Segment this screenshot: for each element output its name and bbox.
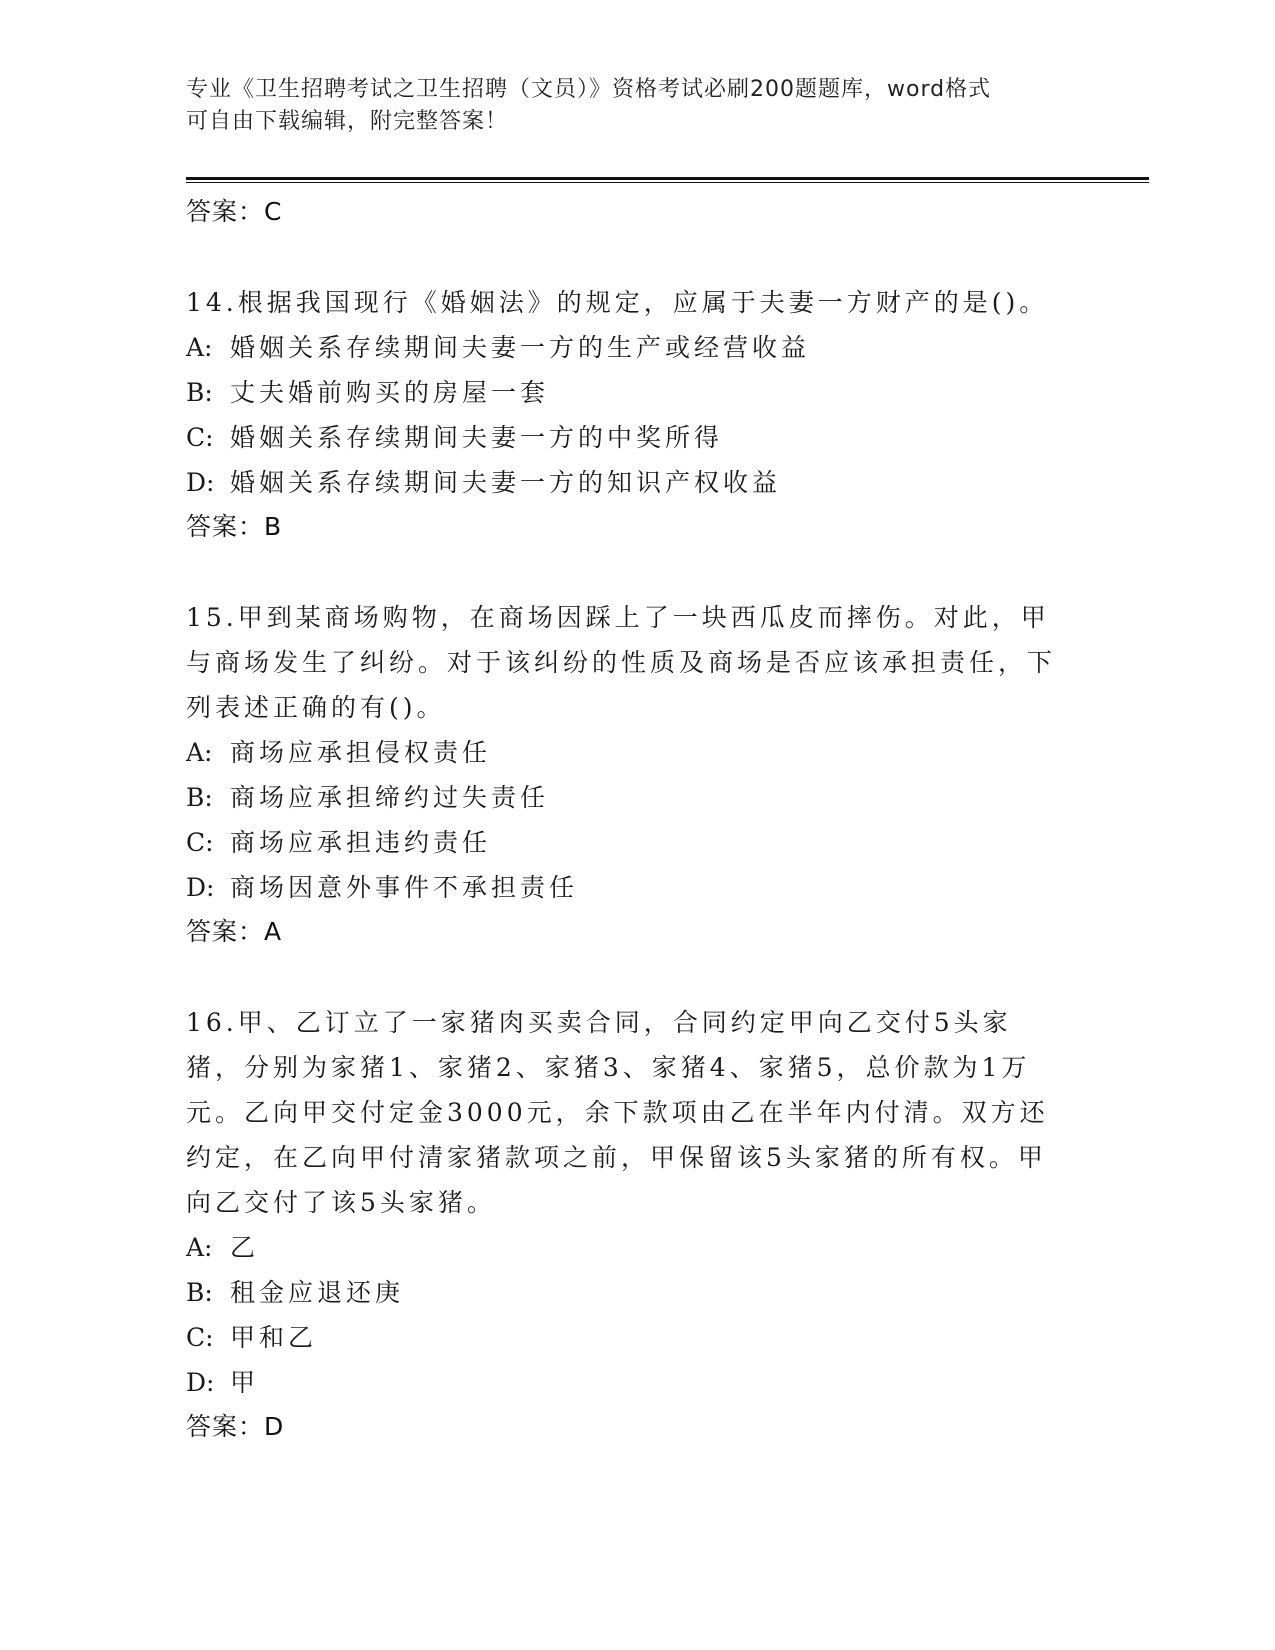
option-letter: A: <box>186 333 213 362</box>
option-b <box>186 370 1066 415</box>
header-line-1: 专业《卫生招聘考试之卫生招聘（文员）》资格考试必刷200题题库，word格式 <box>186 77 992 102</box>
option-a <box>186 1225 1066 1270</box>
option-text: 丈夫婚前购买的房屋一套 <box>230 378 550 407</box>
option-letter: A: <box>186 1233 213 1262</box>
option-letter: C: <box>186 828 214 857</box>
option-b <box>186 775 1066 820</box>
answer-line: 答案：A <box>186 917 283 946</box>
option-text: 商场应承担违约责任 <box>230 828 492 857</box>
option-letter: B: <box>186 783 213 812</box>
option-a <box>186 325 1066 370</box>
option-c <box>186 415 1066 460</box>
page-header <box>186 74 1066 138</box>
question-text: 14.根据我国现行《婚姻法》的规定，应属于夫妻一方财产的是()。 <box>186 288 1049 317</box>
answer-line: 答案：B <box>186 512 283 541</box>
question-text: 15.甲到某商场购物，在商场因踩上了一块西瓜皮而摔伤。对此，甲与商场发生了纠纷。对于该纠纷的性质及商场是否应该承担责任，下列表述正确的有()。 <box>186 603 1057 722</box>
previous-answer: 答案：C <box>186 197 283 226</box>
option-letter: A: <box>186 738 213 767</box>
option-letter: C: <box>186 1323 214 1352</box>
document-body <box>186 190 1066 1449</box>
option-letter: D: <box>186 873 215 902</box>
header-divider-thick <box>186 177 1149 180</box>
option-text: 商场应承担缔约过失责任 <box>230 783 550 812</box>
option-text: 婚姻关系存续期间夫妻一方的中奖所得 <box>230 423 724 452</box>
option-a <box>186 730 1066 775</box>
option-text: 租金应退还庚 <box>230 1278 405 1307</box>
option-b <box>186 1270 1066 1315</box>
option-letter: B: <box>186 1278 213 1307</box>
option-c <box>186 1315 1066 1360</box>
option-letter: D: <box>186 1368 215 1397</box>
option-letter: C: <box>186 423 214 452</box>
option-c <box>186 820 1066 865</box>
question-text: 16.甲、乙订立了一家猪肉买卖合同，合同约定甲向乙交付5头家猪，分别为家猪1、家猪2、家猪3、家猪4、家猪5，总价款为1万元。乙向甲交付定金3000元，余下款项由乙在半年内付清。双方还约定，在乙向甲付清家猪款项之前，甲保留该5头家猪的所有权。甲向乙交付了该5头家猪。 <box>186 1008 1049 1217</box>
question-block <box>186 595 1066 954</box>
option-text: 婚姻关系存续期间夫妻一方的知识产权收益 <box>230 468 782 497</box>
option-letter: D: <box>186 468 215 497</box>
option-letter: B: <box>186 378 213 407</box>
question-block <box>186 1000 1066 1449</box>
question-block <box>186 280 1066 549</box>
option-text: 婚姻关系存续期间夫妻一方的生产或经营收益 <box>230 333 811 362</box>
option-d <box>186 460 1066 505</box>
option-text: 甲 <box>230 1368 260 1397</box>
header-line-2: 可自由下载编辑，附完整答案！ <box>186 109 509 134</box>
header-divider-thin <box>186 182 1149 183</box>
option-text: 乙 <box>230 1233 260 1262</box>
option-d <box>186 865 1066 910</box>
option-text: 商场因意外事件不承担责任 <box>230 873 579 902</box>
answer-line: 答案：D <box>186 1412 285 1441</box>
option-text: 甲和乙 <box>230 1323 318 1352</box>
option-d <box>186 1360 1066 1405</box>
option-text: 商场应承担侵权责任 <box>230 738 492 767</box>
